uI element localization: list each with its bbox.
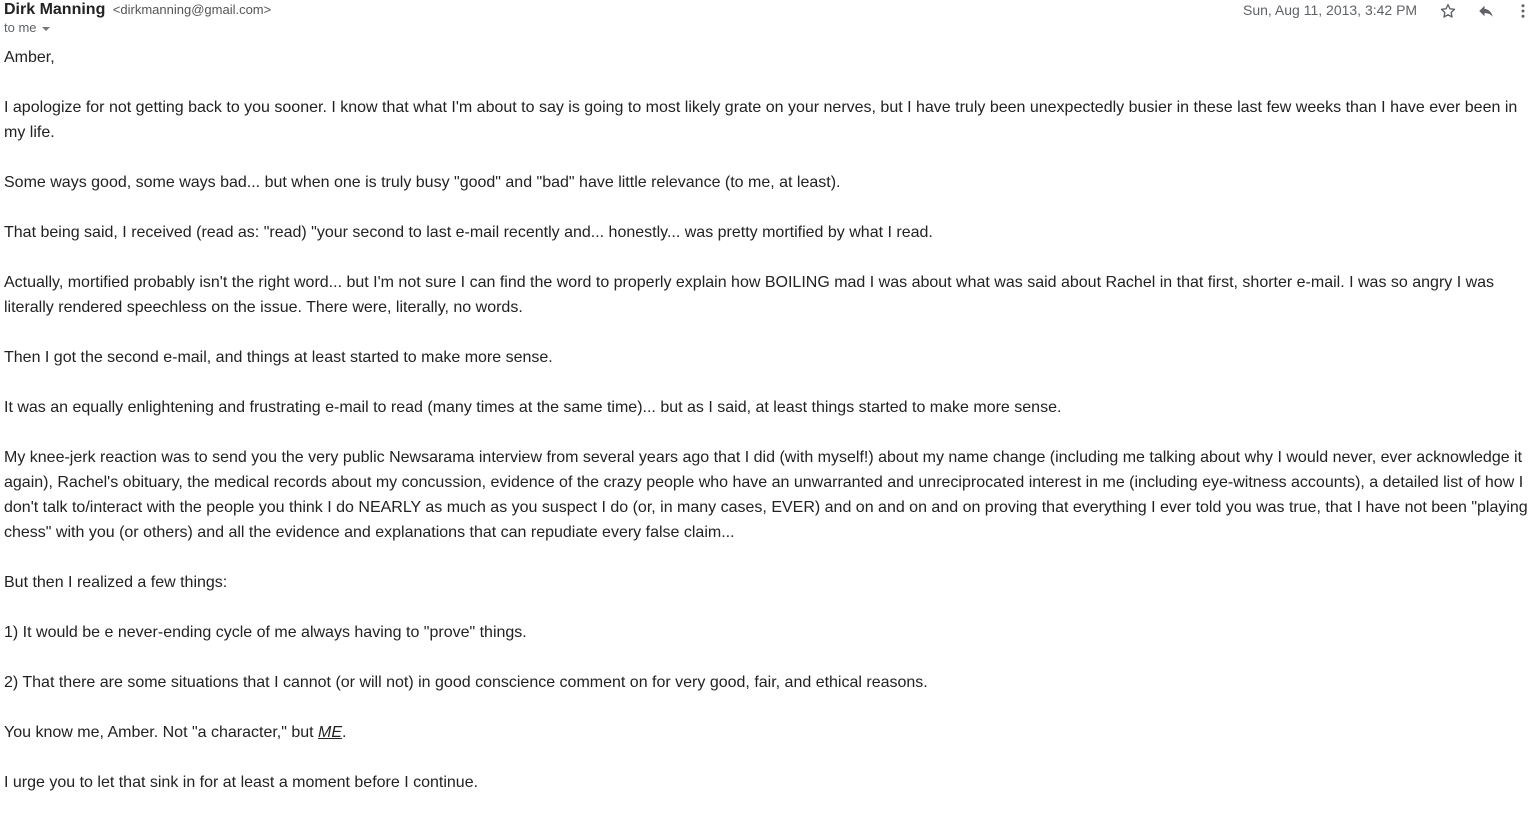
emphasized-word: ME <box>318 724 343 741</box>
reply-icon <box>1477 2 1495 20</box>
paragraph: 1) It would be e never-ending cycle of me always having to "prove" things. <box>4 624 527 641</box>
paragraph: Some ways good, some ways bad... but when one is truly busy "good" and "bad" have little relevance (to me, at least). <box>4 174 841 191</box>
sender-line <box>4 1 271 19</box>
star-icon <box>1439 2 1457 20</box>
more-options-button[interactable] <box>1511 0 1535 22</box>
paragraph-text: You know me, Amber. Not "a character," but <box>4 724 319 741</box>
greeting: Amber, <box>4 49 55 66</box>
sender-name[interactable]: Dirk Manning <box>4 1 106 18</box>
chevron-down-icon[interactable] <box>42 27 50 31</box>
reply-button[interactable] <box>1474 0 1498 22</box>
paragraph: But then I realized a few things: <box>4 574 228 591</box>
paragraph: Actually, mortified probably isn't the right word... but I'm not sure I can find the word to properly explain how BOILING mad I was about what was said about Rachel in that first, shorter e-mail. I was so angry I was literally rendered speechless on the issue. There were, literally, no words. <box>4 274 1495 316</box>
paragraph <box>4 720 1529 745</box>
paragraph: That being said, I received (read as: "read) "your second to last e-mail recently and... honestly... was pretty mortified by what I read. <box>4 224 933 241</box>
paragraph: 2) That there are some situations that I cannot (or will not) in good conscience comment on for very good, fair, and ethical reasons. <box>4 674 928 691</box>
message-date: Sun, Aug 11, 2013, 3:42 PM <box>1243 2 1418 18</box>
paragraph-text: . <box>342 724 347 741</box>
recipient-label: to me <box>4 20 37 35</box>
more-vert-icon <box>1514 2 1532 20</box>
message-header <box>0 0 1535 44</box>
star-button[interactable] <box>1436 0 1460 22</box>
paragraph: It was an equally enlightening and frustrating e-mail to read (many times at the same time)... but as I said, at least things started to make more sense. <box>4 399 1062 416</box>
recipient-details-toggle[interactable] <box>4 20 50 35</box>
paragraph: My knee-jerk reaction was to send you the very public Newsarama interview from several years ago that I did (with myself!) about my name change (including me talking about why I would never, ever acknowledge it again), Rachel's obituary, the medical records about my concussion, evidence of the crazy people who have an unwarranted and unreciprocated interest in me (including eye-witness accounts), a detailed list of how I don't talk to/interact with the people you think I do NEARLY as much as you suspect I do (or, in many cases, EVER) and on and on and on proving that everything I ever told you was true, that I have not been "playing chess" with you (or others) and all the evidence and explanations that can repudiate every false claim... <box>4 449 1528 541</box>
paragraph: I urge you to let that sink in for at least a moment before I continue. <box>4 774 479 791</box>
message-body <box>4 45 1529 820</box>
sender-email: <dirkmanning@gmail.com> <box>112 2 272 17</box>
paragraph: I apologize for not getting back to you sooner. I know that what I'm about to say is going to most likely grate on your nerves, but I have truly been unexpectedly busier in these last few weeks than I have ever been in my life. <box>4 99 1518 141</box>
paragraph: Then I got the second e-mail, and things at least started to make more sense. <box>4 349 553 366</box>
